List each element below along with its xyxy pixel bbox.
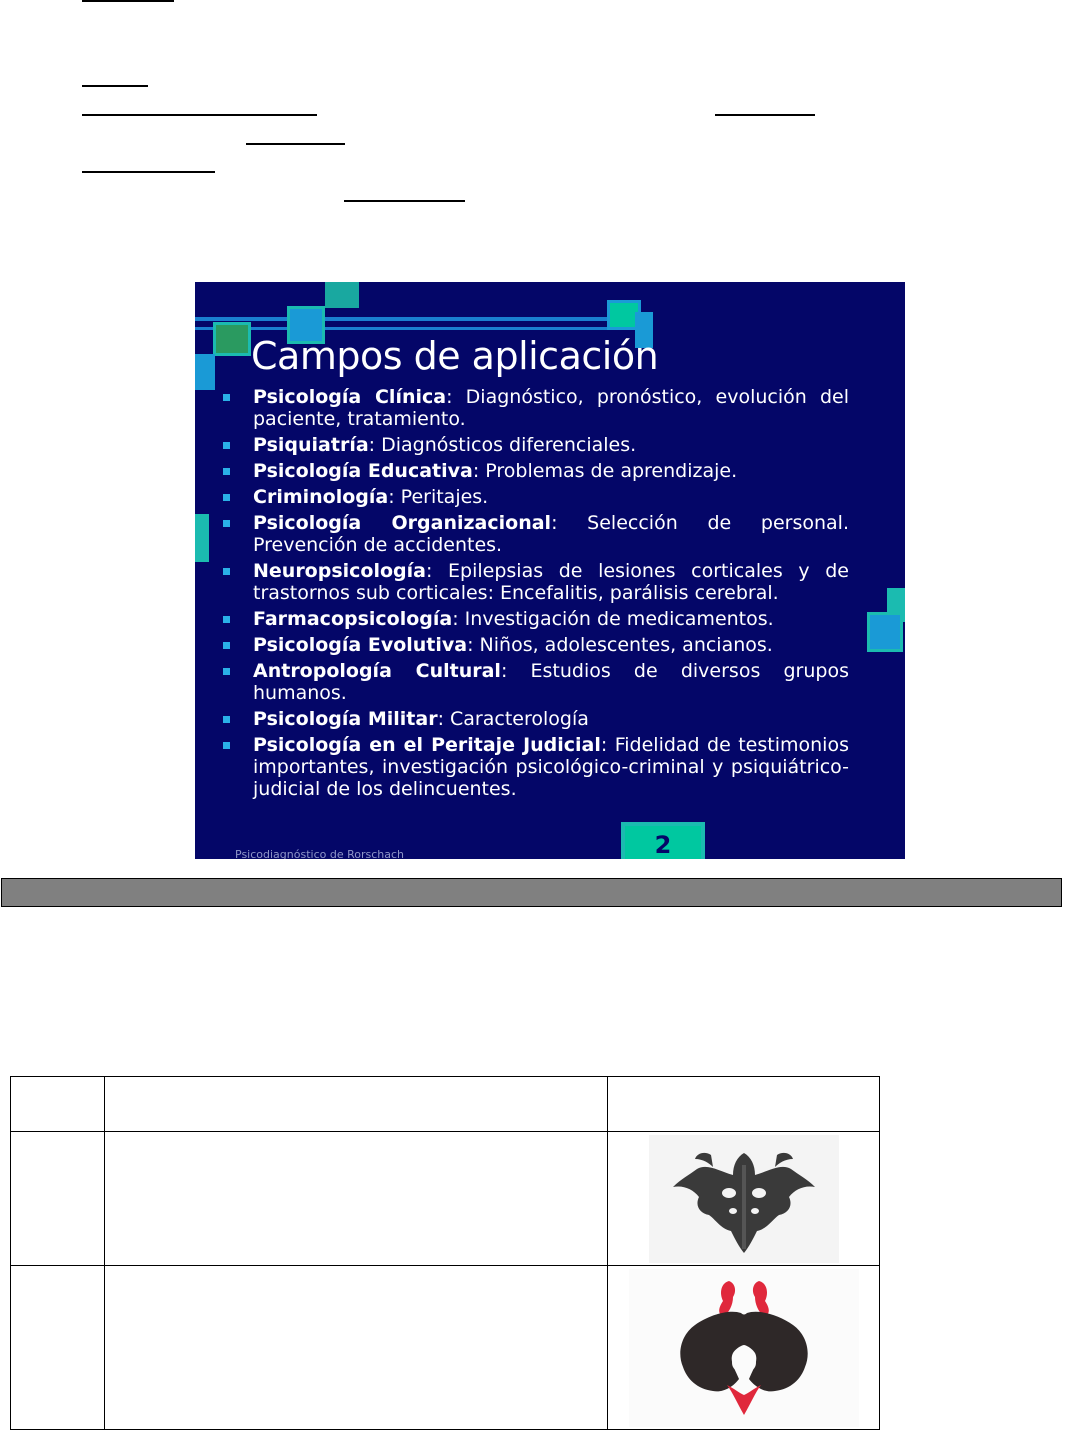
bullet-square-icon (223, 442, 230, 449)
list-item: Psicología Evolutiva: Niños, adolescentes, ancianos. (223, 634, 849, 656)
inkblot-card-2-image (629, 1269, 859, 1427)
decor-line-top (195, 317, 645, 321)
table-cell (105, 1132, 608, 1266)
bullet-square-icon (223, 642, 230, 649)
slide-title: Campos de aplicación (251, 334, 659, 378)
table-cell (105, 1266, 608, 1430)
list-item: Psicología Educativa: Problemas de aprendizaje. (223, 460, 849, 482)
bullet-square-icon (223, 716, 230, 723)
underlined-text-4 (715, 114, 815, 116)
underlined-text-6 (82, 171, 215, 173)
bullet-square-icon (223, 520, 230, 527)
list-item: Criminología: Peritajes. (223, 486, 849, 508)
list-item: Farmacopsicología: Investigación de medicamentos. (223, 608, 849, 630)
table-row (11, 1266, 880, 1430)
section-header-bar (1, 878, 1062, 907)
bullet-square-icon (223, 494, 230, 501)
bullet-square-icon (223, 668, 230, 675)
decor-line-top-2 (195, 327, 645, 330)
underlined-text-1 (82, 0, 174, 2)
table-cell (105, 1077, 608, 1132)
bullet-square-icon (223, 742, 230, 749)
list-item: Psicología Organizacional: Selección de personal. Prevención de accidentes. (223, 512, 849, 556)
bullet-square-icon (223, 568, 230, 575)
inkblot-table (10, 1076, 880, 1430)
table-cell (11, 1132, 105, 1266)
decor-square-green (213, 322, 251, 356)
slide-footer: Psicodiagnóstico de Rorschach (235, 848, 405, 859)
table-header-row (11, 1077, 880, 1132)
list-item: Psicología Clínica: Diagnóstico, pronóstico, evolución del paciente, tratamiento. (223, 386, 849, 430)
list-item: Neuropsicología: Epilepsias de lesiones corticales y de trastornos sub corticales: Encefalitis, parálisis cerebral. (223, 560, 849, 604)
underlined-text-5 (246, 143, 345, 145)
bullet-square-icon (223, 468, 230, 475)
table-cell (608, 1077, 880, 1132)
bullet-square-icon (223, 616, 230, 623)
decor-square-left-mid (195, 514, 209, 562)
table-cell (608, 1266, 880, 1430)
slide-page-number: 2 (621, 822, 705, 859)
inkblot-card-1-image (649, 1135, 839, 1263)
presentation-slide (195, 282, 905, 859)
table-row (11, 1132, 880, 1266)
table-cell (608, 1132, 880, 1266)
application-fields-list (223, 386, 849, 804)
bullet-square-icon (223, 394, 230, 401)
decor-square-teal-top (325, 282, 359, 308)
underlined-text-2 (82, 85, 148, 87)
list-item: Antropología Cultural: Estudios de diversos grupos humanos. (223, 660, 849, 704)
list-item: Psicología Militar: Caracterología (223, 708, 849, 730)
decor-square-left (195, 354, 215, 390)
table-cell (11, 1266, 105, 1430)
decor-square-right-mid-2 (867, 612, 903, 652)
table-cell (11, 1077, 105, 1132)
list-item: Psiquiatría: Diagnósticos diferenciales. (223, 434, 849, 456)
underlined-text-3 (82, 114, 317, 116)
underlined-text-7 (344, 200, 465, 202)
list-item: Psicología en el Peritaje Judicial: Fidelidad de testimonios importantes, investigación psicológico-criminal y psiquiátrico-judicial de los delincuentes. (223, 734, 849, 800)
